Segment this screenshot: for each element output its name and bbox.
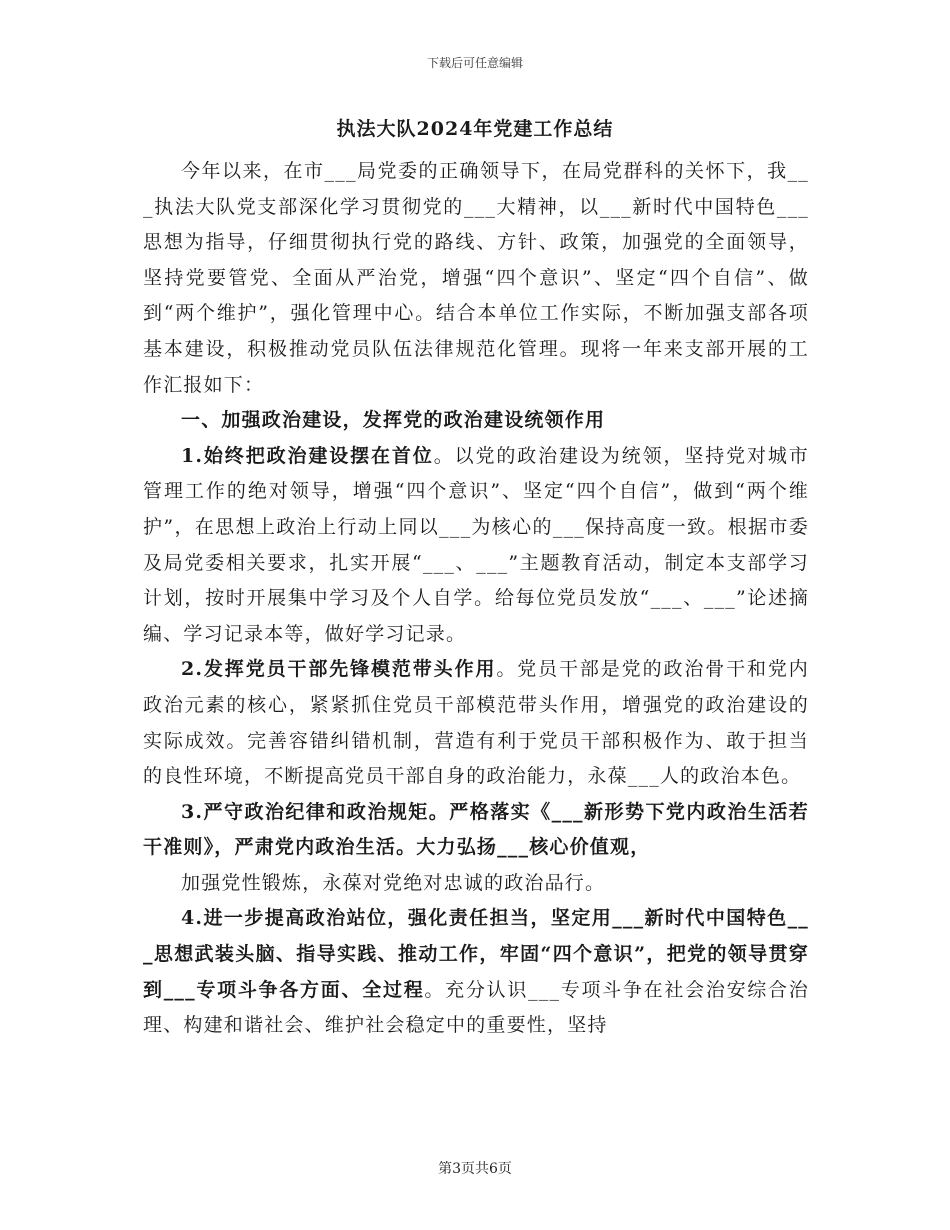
item-1-heading: 1.始终把政治建设摆在首位 [181,444,434,467]
item-1-paragraph [143,439,809,653]
item-3-text: 加强党性锻炼，永葆对党绝对忠诚的政治品行。 [181,871,606,894]
page-number: 第3页共6页 [438,1161,512,1177]
item-4-text: 。充分认识___专项斗争在社会治安综合治理、构建和谐社会、维护社会稳定中的重要性，坚持 [143,978,809,1037]
item-2-paragraph [143,652,809,794]
item-2-heading: 2.发挥党员干部先锋模范带头作用 [181,658,497,681]
item-3-bold-paragraph: 3.严守政治纪律和政治规矩。严格落实《___新形势下党内政治生活若干准则》，严肃党内政治生活。大力弘扬___核心价值观， [143,800,809,859]
item-4-heading: 4.进一步提高政治站位，强化责任担当，坚定用___新时代中国特色___思想武装头脑、指导实践、推动工作，牢固“四个意识”，把党的领导贯穿到___专项斗争各方面、全过程 [143,907,809,1001]
intro-paragraph: 今年以来，在市___局党委的正确领导下，在局党群科的关怀下，我___执法大队党支部深化学习贯彻党的___大精神，以___新时代中国特色___思想为指导，仔细贯彻执行党的路线、方针、政策，加强党的全面领导，坚持党要管党、全面从严治党，增强“四个意识”、坚定“四个自信”、做到“两个维护”，强化管理中心。结合本单位工作实际，不断加强支部各项基本建设，积极推动党员队伍法律规范化管理。现将一年来支部开展的工作汇报如下： [143,160,809,396]
item-4-paragraph [143,901,809,1043]
item-2-text: 。党员干部是党的政治骨干和党内政治元素的核心，紧紧抓住党员干部模范带头作用，增强党的政治建设的实际成效。完善容错纠错机制，营造有利于党员干部积极作为、敢于担当的良性环境，不断提高党员干部自身的政治能力，永葆___人的政治本色。 [143,658,809,788]
item-1-text: 。以党的政治建设为统领，坚持党对城市管理工作的绝对领导，增强“四个意识”、坚定“四个自信”，做到“两个维护”，在思想上政治上行动上同以___为核心的___保持高度一致。根据市委及局党委相关要求，扎实开展“___、___”主题教育活动，制定本支部学习计划，按时开展集中学习及个人自学。给每位党员发放“___、___”论述摘编、学习记录本等，做好学习记录。 [143,444,810,645]
document-title: 执法大队2024年党建工作总结 [336,118,614,140]
document-body [143,154,809,1044]
section-heading-1: 一、加强政治建设，发挥党的政治建设统领作用 [181,409,606,432]
header-note: 下载后可任意编辑 [426,56,523,70]
